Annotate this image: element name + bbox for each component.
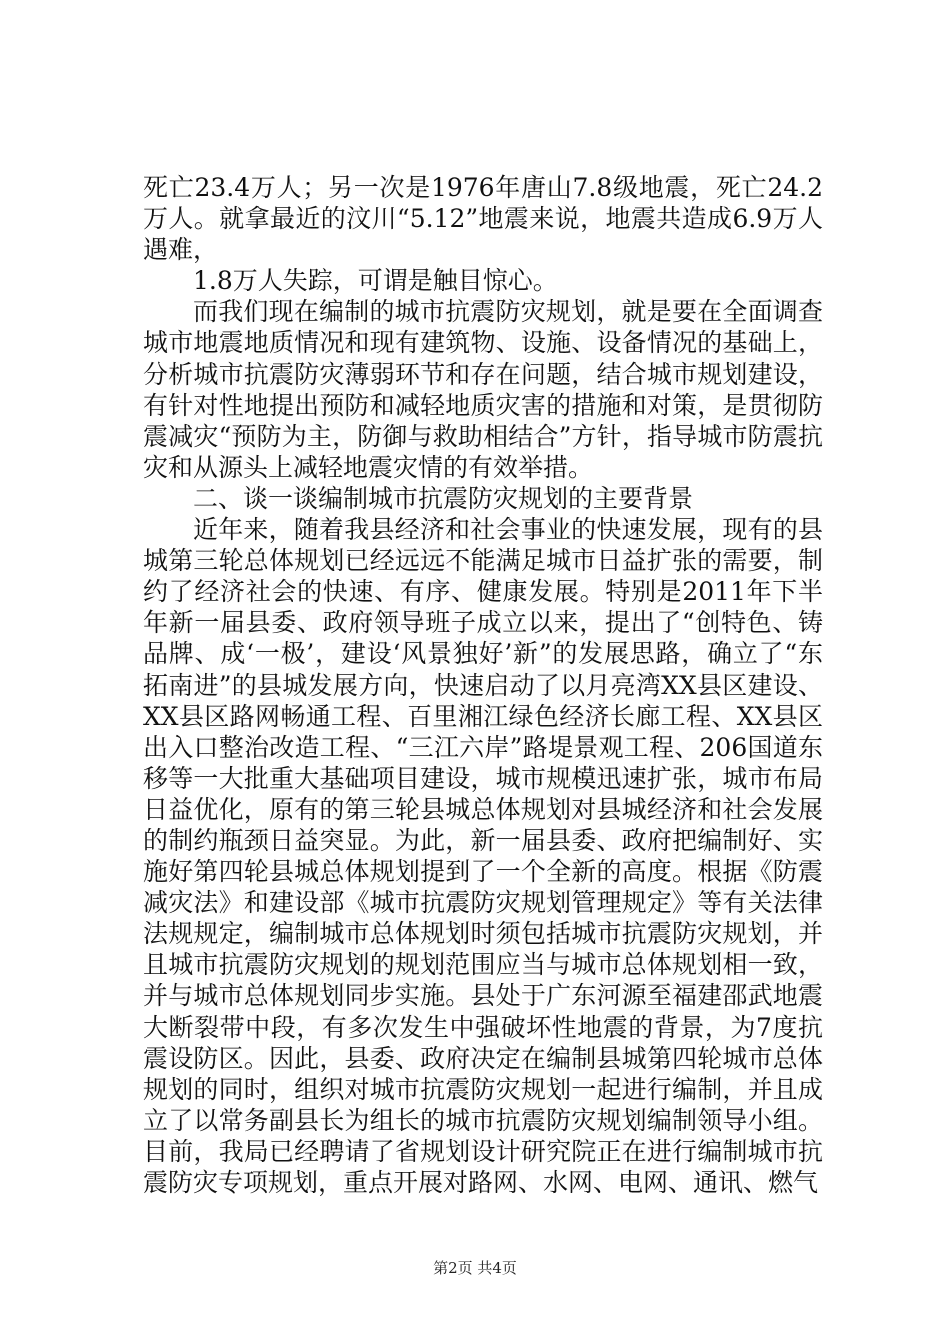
paragraph-background: 近年来，随着我县经济和社会事业的快速发展，现有的县城第三轮总体规划已经远远不能满足城市日益扩张的需要，制约了经济社会的快速、有序、健康发展。特别是2011年下半年新一届县委、政府领导班子成立以来，提出了“创特色、铸品牌、成‘一极’，建设‘风景独好’新”的发展思路，确立了“东拓南进”的县城发展方向，快速启动了以月亮湾XX县区建设、XX县区路网畅通工程、百里湘江绿色经济长廊工程、XX县区出入口整治改造工程、“三江六岸”路堤景观工程、206国道东移等一大批重大基础项目建设，城市规模迅速扩张，城市布局日益优化，原有的第三轮县城总体规划对县城经济和社会发展的制约瓶颈日益突显。为此，新一届县委、政府把编制好、实施好第四轮县城总体规划提到了一个全新的高度。根据《防震减灾法》和建设部《城市抗震防灾规划管理规定》等有关法律法规规定，编制城市总体规划时须包括城市抗震防灾规划，并且城市抗震防灾规划的规划范围应当与城市总体规划相一致，并与城市总体规划同步实施。县处于广东河源至福建邵武地震大断裂带中段，有多次发生中强破坏性地震的背景，为7度抗震设防区。因此，县委、政府决定在编制县城第四轮城市总体规划的同时，组织对城市抗震防灾规划一起进行编制，并且成立了以常务副县长为组长的城市抗震防灾规划编制领导小组。目前，我局已经聘请了省规划设计研究院正在进行编制城市抗震防灾专项规划，重点开展对路网、水网、电网、通讯、燃气 bbox=[143, 515, 823, 1197]
document-body bbox=[143, 172, 823, 1198]
paragraph-plan-purpose: 而我们现在编制的城市抗震防灾规划，就是要在全面调查城市地震地质情况和现有建筑物、设施、设备情况的基础上，分析城市抗震防灾薄弱环节和存在问题，结合城市规划建设，有针对性地提出预防和减轻地质灾害的措施和对策，是贯彻防震减灾“预防为主，防御与救助相结合”方针，指导城市防震抗灾和从源头上减轻地震灾情的有效举措。 bbox=[143, 297, 823, 482]
paragraph-continuation: 死亡23.4万人；另一次是1976年唐山7.8级地震，死亡24.2万人。就拿最近的汶川“5.12”地震来说，地震共造成6.9万人遇难， bbox=[143, 173, 823, 265]
paragraph-missing-count: 1.8万人失踪，可谓是触目惊心。 bbox=[193, 266, 558, 296]
section-heading-background: 二、谈一谈编制城市抗震防灾规划的主要背景 bbox=[193, 483, 694, 513]
page-footer: 第2页 共4页 bbox=[433, 1259, 517, 1277]
